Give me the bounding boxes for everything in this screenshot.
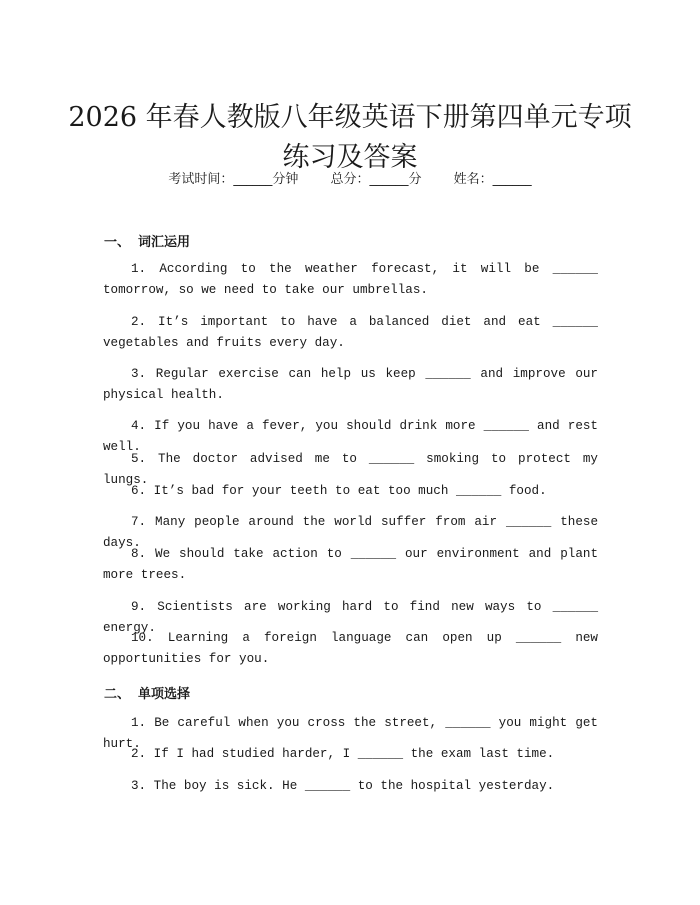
section-heading xyxy=(104,683,190,702)
question-item: 3. The boy is sick. He ______ to the hospital yesterday. xyxy=(131,779,555,793)
exam-info-line xyxy=(0,168,700,187)
question-item: 7. Many people around the world suffer from air ______ these days. xyxy=(103,515,598,550)
name-label: 姓名：______ xyxy=(453,172,532,187)
section-number: 一、 xyxy=(104,235,131,250)
section-title: 单项选择 xyxy=(138,687,191,702)
question-item: 1. Be careful when you cross the street, ______ you might get hurt. xyxy=(103,716,598,751)
document-title: 2026 年春人教版八年级英语下册第四单元专项练习及答案 xyxy=(68,102,632,174)
exam-time-label: 考试时间：______分钟 xyxy=(168,172,299,187)
question-item: 8. We should take action to ______ our environment and plant more trees. xyxy=(103,547,598,582)
question-item: 2. If I had studied harder, I ______ the exam last time. xyxy=(131,747,555,761)
question-item: 3. Regular exercise can help us keep ______ and improve our physical health. xyxy=(103,367,598,402)
total-score-label: 总分：______分 xyxy=(330,172,422,187)
question-item: 9. Scientists are working hard to find new ways to ______ energy. xyxy=(103,600,598,635)
question-item: 1. According to the weather forecast, it will be ______ tomorrow, so we need to take our umbrellas. xyxy=(103,262,598,297)
question-item: 2. It’s important to have a balanced diet and eat ______ vegetables and fruits every day. xyxy=(103,315,598,350)
section-heading xyxy=(104,231,190,250)
question-item: 4. If you have a fever, you should drink more ______ and rest well. xyxy=(103,419,598,454)
section-title: 词汇运用 xyxy=(138,235,191,250)
section-number: 二、 xyxy=(104,687,131,702)
question-item: 5. The doctor advised me to ______ smoking to protect my lungs. xyxy=(103,452,598,487)
question-item: 10. Learning a foreign language can open up ______ new opportunities for you. xyxy=(103,631,598,666)
question-item: 6. It’s bad for your teeth to eat too much ______ food. xyxy=(131,484,547,498)
